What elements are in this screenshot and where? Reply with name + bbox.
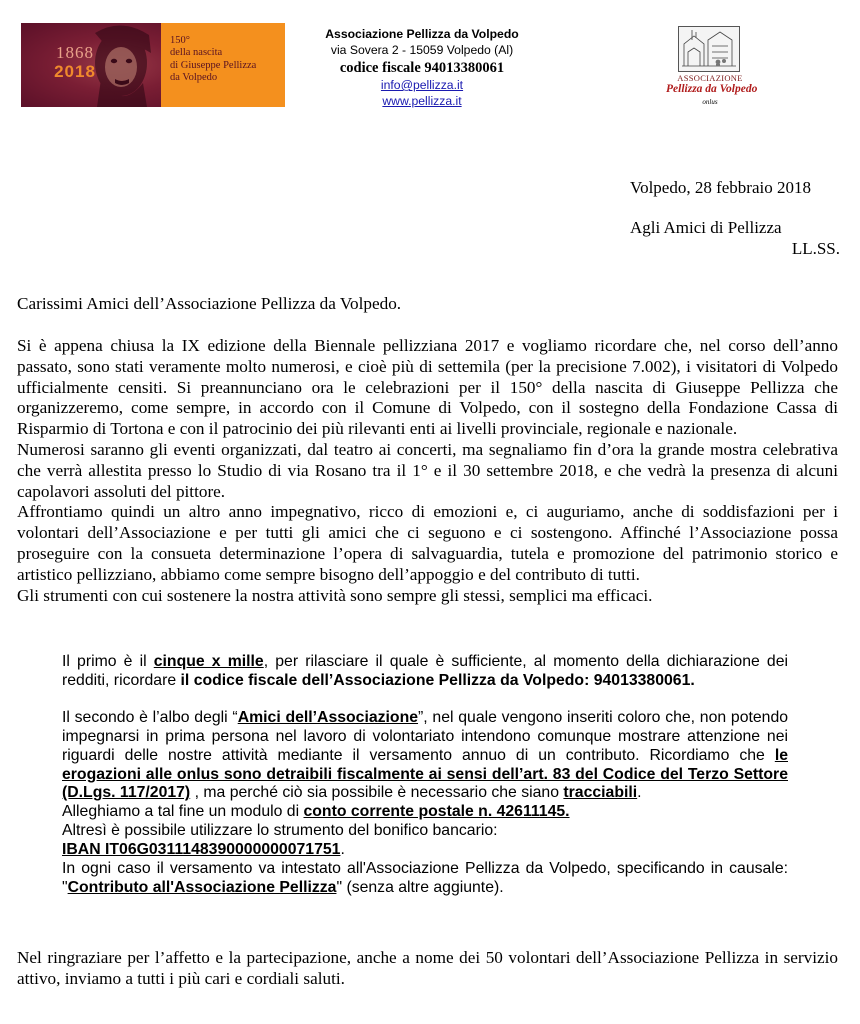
text-span: , ma perché ciò sia possibile è necessario che siano (190, 784, 564, 802)
text-span: , per rilasciare il quale è sufficiente, al momento della dichiarazione dei redditi, ricordare (62, 653, 788, 689)
text-span: " (senza altre aggiunte). (336, 878, 504, 896)
org-name: Associazione Pellizza da Volpedo (325, 27, 519, 41)
letterhead-address (298, 26, 546, 109)
iban-number: IBAN IT06G0311148390000000071751 (62, 841, 341, 859)
anniversary-caption (170, 35, 256, 85)
letter-paragraphs (17, 336, 838, 606)
instruction-payment-reason (62, 860, 788, 898)
greeting: Carissimi Amici dell’Associazione Pellizza da Volpedo. (17, 294, 402, 313)
tax-deduction-statement: le erogazioni alle onlus sono detraibili fiscalmente ai sensi dell’art. 83 del Codice del Terzo Settore (D.Lgs. 117/2017) (62, 746, 788, 802)
instruction-bank-transfer: Altresì è possibile utilizzare lo strumento del bonifico bancario: (62, 822, 498, 840)
recipient: Agli Amici di Pellizza (630, 218, 782, 237)
logo-line-1: ASSOCIAZIONE (677, 73, 743, 83)
anniversary-banner (21, 23, 285, 107)
text-span: ”, nel quale vengono inseriti coloro che, non potendo impegnarsi in prima persona nel lavoro di volontariato intendono comunque mostrare attenzione nei riguardi delle nostre attività mediante il versamento annuo di un contributo. Ricordiamo che (62, 708, 789, 764)
text-span: Il secondo è l’albo degli “ (62, 708, 238, 726)
place-date: Volpedo, 28 febbraio 2018 (630, 178, 811, 197)
anniversary-line: 150° (170, 35, 190, 46)
fiscal-code-statement: il codice fiscale dell’Associazione Pellizza da Volpedo: 94013380061. (180, 671, 695, 689)
text-span: Il primo è il (62, 653, 154, 670)
five-per-thousand-label: cinque x mille (153, 653, 264, 670)
anniversary-years (45, 43, 105, 81)
traceable-label: tracciabili (563, 784, 638, 802)
anniversary-line: di Giuseppe Pellizza (170, 59, 257, 71)
logo-line-3: onlus (702, 98, 718, 106)
paragraph: Affrontiamo quindi un altro anno impegnativo, ricco di emozioni e, ci auguriamo, anche di soddisfazioni per i volontari dell’Associazione e per tutti gli amici che ci seguono e ci sostengono. Affinché l’Associazione possa proseguire con la consueta determinazione l’opera di salvaguardia, tutela e promozione del patrimonio storico e artistico pellizziano, abbiamo come sempre bisogno dell’appoggio e del contributo di tutti. (17, 502, 838, 584)
email-link[interactable]: info@pellizza.it (380, 78, 464, 92)
website-link[interactable]: www.pellizza.it (382, 94, 462, 108)
friends-register-label: Amici dell’Associazione (237, 708, 419, 726)
instruction-friends-register (62, 709, 788, 804)
association-logo (666, 26, 758, 118)
text-span: . (340, 841, 345, 859)
logo-line-2: Pellizza da Volpedo (666, 83, 758, 95)
text-span: In ogni caso il versamento va intestato all'Associazione Pellizza da Volpedo, specificando in causale: " (62, 860, 788, 896)
payment-reason-label: Contributo all'Associazione Pellizza (67, 878, 337, 896)
year-start: 1868 (56, 43, 94, 62)
org-street: via Sovera 2 - 15059 Volpedo (Al) (330, 43, 514, 57)
instruction-postal-account (62, 803, 788, 822)
anniversary-line: della nascita (170, 47, 223, 59)
instruction-iban (62, 841, 788, 860)
paragraph: Si è appena chiusa la IX edizione della Biennale pellizziana 2017 e vogliamo ricordare che, nel corso dell’anno passato, sono stati veramente molto numerosi, e cioè più di settemila (per la precisione 7.002), i visitatori di Volpedo ufficialmente censiti. Si preannunciano ora le celebrazioni per il 150° della nascita di Giuseppe Pellizza che organizzeremo, come sempre, in accordo con il Comune di Volpedo, con il sostegno della Fondazione Cassa di Risparmio di Tortona e con il patrocinio dei più rilevanti enti ai livelli provinciale, regionale e nazionale. (17, 336, 838, 439)
text-span: Alleghiamo a tal fine un modulo di (62, 803, 304, 821)
year-end: 2018 (54, 62, 96, 82)
spacer (62, 691, 788, 709)
text-span: . (637, 784, 642, 802)
org-fiscal-code: codice fiscale 94013380061 (339, 60, 505, 76)
paragraph: Gli strumenti con cui sostenere la nostra attività sono sempre gli stessi, semplici ma efficaci. (17, 585, 653, 605)
donation-instructions (62, 653, 788, 898)
logo-engraving-icon (678, 26, 740, 72)
closing-paragraph: Nel ringraziare per l’affetto e la partecipazione, anche a nome dei 50 volontari dell’Associazione Pellizza in servizio attivo, inviamo a tutti i più cari e cordiali saluti. (17, 948, 838, 988)
anniversary-line: da Volpedo (170, 72, 218, 84)
paragraph: Numerosi saranno gli eventi organizzati, dal teatro ai concerti, ma segnaliamo fin d’ora la grande mostra celebrativa che verrà allestita presso lo Studio di via Rosano tra il 1° e il 30 settembre 2018, e che vedrà la presenza di alcuni capolavori assoluti del pittore. (17, 439, 838, 501)
instruction-five-per-thousand (62, 653, 788, 691)
recipient-suffix: LL.SS. (791, 239, 840, 258)
postal-account-number: conto corrente postale n. 42611145. (303, 803, 570, 821)
